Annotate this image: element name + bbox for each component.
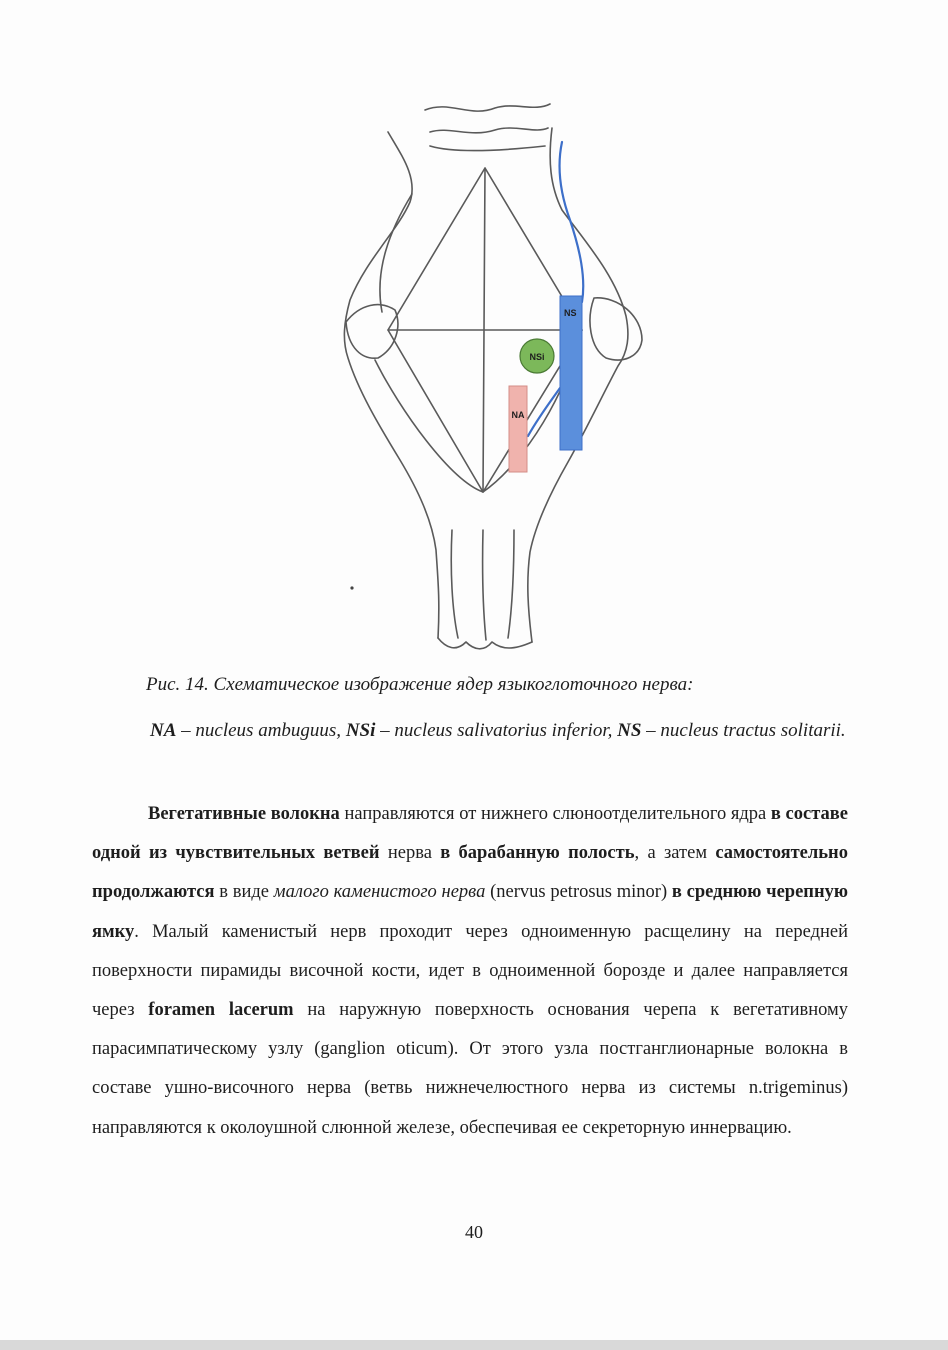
legend-abbr-na: NA — [150, 720, 177, 741]
medulla-column-right — [508, 530, 514, 638]
medulla-column-left — [451, 530, 458, 638]
nerve-upper-branch — [560, 142, 584, 302]
legend-abbr-nsi: NSi — [345, 720, 376, 741]
scan-speck — [350, 586, 353, 589]
page-edge — [0, 1340, 948, 1350]
body-run: , а затем — [634, 843, 716, 864]
right-peduncle — [590, 298, 642, 360]
left-peduncle — [346, 305, 398, 359]
body-run: малого каменистого нерва — [273, 882, 486, 903]
left-outer-contour — [344, 132, 438, 638]
body-run: в среднюю черепную ямку — [92, 882, 848, 942]
ns-nucleus — [560, 296, 582, 450]
contour-line-top — [425, 104, 550, 111]
body-run: в виде — [214, 882, 274, 903]
na-nucleus — [509, 386, 527, 472]
legend-abbr-ns: NS — [617, 720, 642, 741]
body-run: . Малый каменистый нерв проходит через одноименную расщелину на передней поверхности пирамиды височной кости, идет в одноименной борозде и далее направляется через — [92, 921, 848, 1021]
body-paragraph — [92, 795, 848, 1148]
medulla-column-mid — [483, 530, 486, 640]
midbrain-contour — [430, 146, 545, 151]
body-run: foramen lacerum — [148, 1000, 294, 1021]
legend-text-nsi: – nucleus salivatorius inferior, — [375, 720, 618, 741]
figure-caption-legend — [92, 717, 848, 745]
legend-text-ns: – nucleus tractus solitarii. — [641, 720, 846, 741]
page-number: 40 — [465, 1222, 483, 1242]
body-run: на наружную поверхность основания черепа к вегетативному парасимпатическому узлу (ganglion oticum). От этого узла постганглионарные волокна в составе ушно-височного нерва (ветвь нижнечелюстного нерва из системы n.trigeminus) направляются к околоушной слюнной железе, обеспечивая ее секреторную иннервацию. — [92, 1000, 848, 1138]
body-run: Вегетативные волокна — [148, 804, 340, 824]
left-inner-curve — [380, 194, 412, 312]
body-run: направляются от нижнего слюноотделительного ядра — [339, 804, 771, 824]
body-run: в барабанную полость — [440, 843, 635, 864]
na-label: NA — [511, 410, 525, 420]
body-run: нерва — [379, 843, 441, 864]
nsi-label: NSi — [529, 352, 545, 362]
contour-line-second — [430, 128, 548, 133]
medulla-base — [438, 638, 532, 649]
ns-label: NS — [564, 308, 577, 318]
legend-text-na: – nucleus ambuguus, — [176, 720, 346, 741]
body-run: (nervus petrosus minor) — [485, 882, 672, 903]
brainstem-diagram — [300, 90, 660, 670]
body-run: самостоятельно продолжаются — [92, 843, 848, 903]
body-run: в составе одной из чувствительных ветвей — [92, 804, 848, 864]
figure-caption-title: Рис. 14. Схематическое изображение ядер языкоглоточного нерва: — [146, 674, 694, 695]
left-lower-body — [375, 360, 483, 492]
